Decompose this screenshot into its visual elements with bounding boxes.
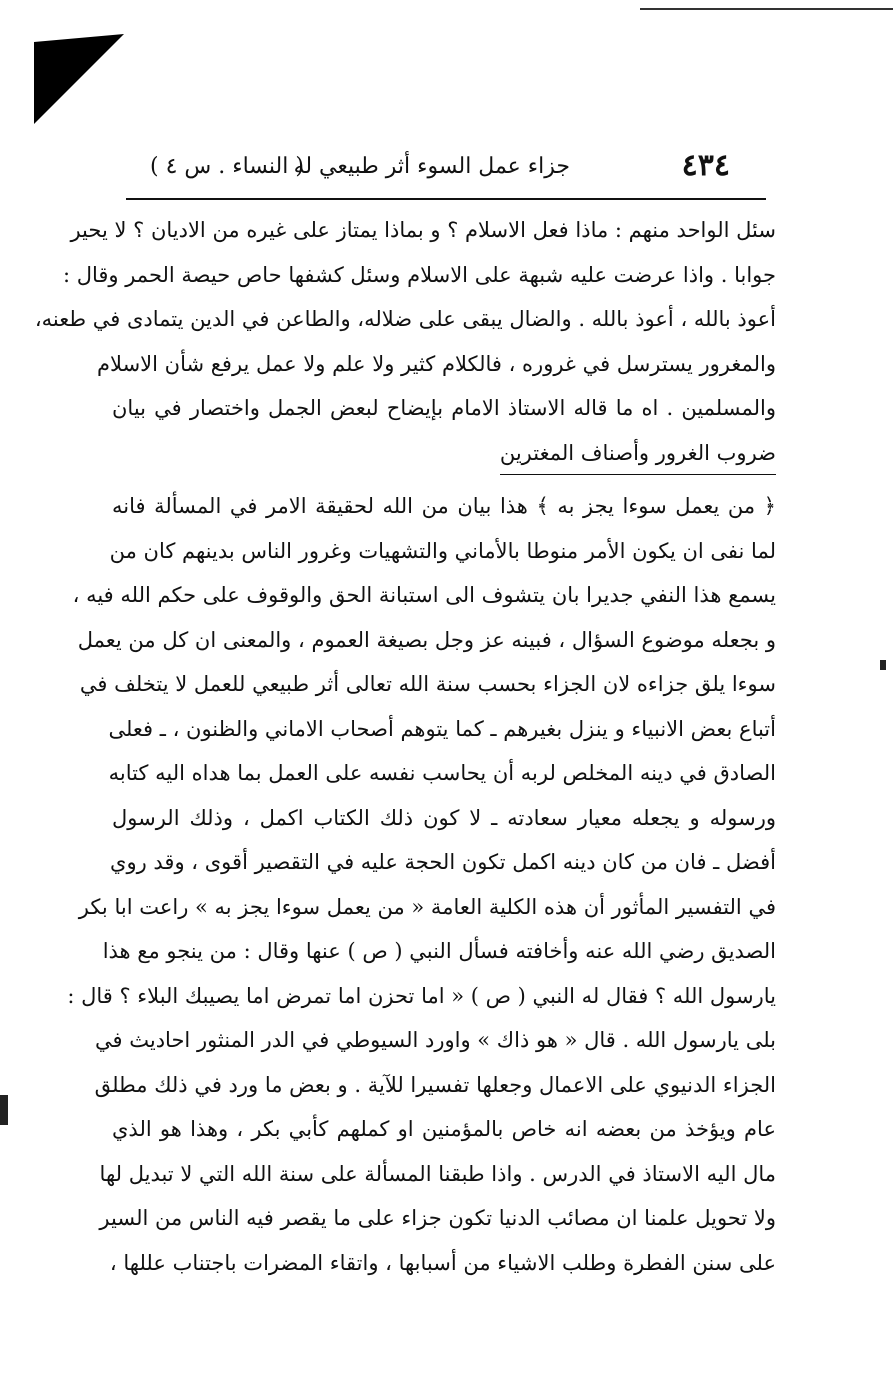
text-line: على سنن الفطرة وطلب الاشياء من أسبابها ، واتقاء المضرات باجتناب عللها ، [109,1250,776,1275]
text-line: أفضل ـ فان من كان دينه اكمل تكون الحجة عليه في التقصير أقوى ، وقد روي [110,850,776,874]
running-title: جزاء عمل السوء أثر طبيعي له [293,154,570,179]
text-line: في التفسير المأثور أن هذه الكلية العامة « من يعمل سوءا يجز به » راعت ابا بكر [78,894,776,919]
page-number: ٤٣٤ [681,148,730,183]
text-line: لما نفى ان يكون الأمر منوطا بالأماني والتشهيات وغرور الناس بدينهم كان من [109,538,776,563]
text-line: و بجعله موضوع السؤال ، فبينه عز وجل بصيغة العموم ، والمعنى ان كل من يعمل [77,627,776,652]
section-divider [500,474,776,475]
text-line: والمغرور يسترسل في غروره ، فالكلام كثير ولا علم ولا عمل يرفع شأن الاسلام [97,351,776,376]
corner-fold-mark [34,34,124,124]
text-line: يسمع هذا النفي جديرا بان يتشوف الى استبانة الحق والوقوف على حكم الله فيه ، [72,583,776,607]
text-line: ضروب الغرور وأصناف المغترين [499,440,776,465]
edge-speck [0,1095,8,1125]
page-header [120,148,770,192]
text-line: بلى يارسول الله . قال « هو ذاك » واورد السيوطي في الدر المنثور احاديث في [95,1028,776,1052]
text-line: جوابا . واذا عرضت عليه شبهة على الاسلام وسئل كشفها حاص حيصة الحمر وقال : [62,262,776,287]
text-line: عام ويؤخذ من بعضه انه خاص بالمؤمنين او كملهم كأبي بكر ، وهذا هو الذي [112,1117,776,1141]
sura-reference: ( النساء . س ٤ ) [150,154,304,179]
text-line: سئل الواحد منهم : ماذا فعل الاسلام ؟ و بماذا يمتاز على غيره من الاديان ؟ لا يحير [70,218,776,242]
text-line: الصديق رضي الله عنه وأخافته فسأل النبي ( ص ) عنها وقال : من ينجو مع هذا [102,939,776,963]
text-line: ولا تحويل علمنا ان مصائب الدنيا تكون جزاء على ما يقصر فيه الناس من السير [99,1206,776,1230]
text-line: الصادق في دينه المخلص لربه أن يحاسب نفسه على العمل بما هداه اليه كتابه [108,761,776,785]
text-line: الجزاء الدنيوي على الاعمال وجعلها تفسيرا للآية . و بعض ما ورد في ذلك مطلق [94,1072,776,1097]
text-line: أعوذ بالله ، أعوذ بالله . والضال يبقى على ضلاله، والطاعن في الدين يتمادى في طعنه، [34,307,776,331]
text-line: سوءا يلق جزاءه لان الجزاء بحسب سنة الله تعالى أثر طبيعي للعمل لا يتخلف في [79,672,776,696]
paragraph-continuation [34,208,776,475]
top-edge-rule [640,8,893,10]
edge-speck [880,660,886,670]
header-rule [126,198,766,200]
text-line: مال اليه الاستاذ في الدرس . واذا طبقنا المسألة على سنة الله التي لا تبديل لها [99,1161,776,1186]
paragraph-commentary [67,484,776,1285]
text-line: والمسلمين . اه ما قاله الاستاذ الامام بإيضاح لبعض الجمل واختصار في بيان [112,396,776,420]
text-line: ورسوله و يجعله معيار سعادته ـ لا كون ذلك الكتاب اكمل ، وذلك الرسول [112,805,776,830]
text-line: ﴿ من يعمل سوءا يجز به ﴾ هذا بيان من الله لحقيقة الامر في المسألة فانه [112,494,776,518]
text-line: يارسول الله ؟ فقال له النبي ( ص ) « اما تحزن اما تمرض اما يصيبك البلاء ؟ قال : [67,983,776,1008]
text-line: أتباع بعض الانبياء و ينزل بغيرهم ـ كما يتوهم أصحاب الاماني والظنون ، ـ فعلى [108,716,776,741]
